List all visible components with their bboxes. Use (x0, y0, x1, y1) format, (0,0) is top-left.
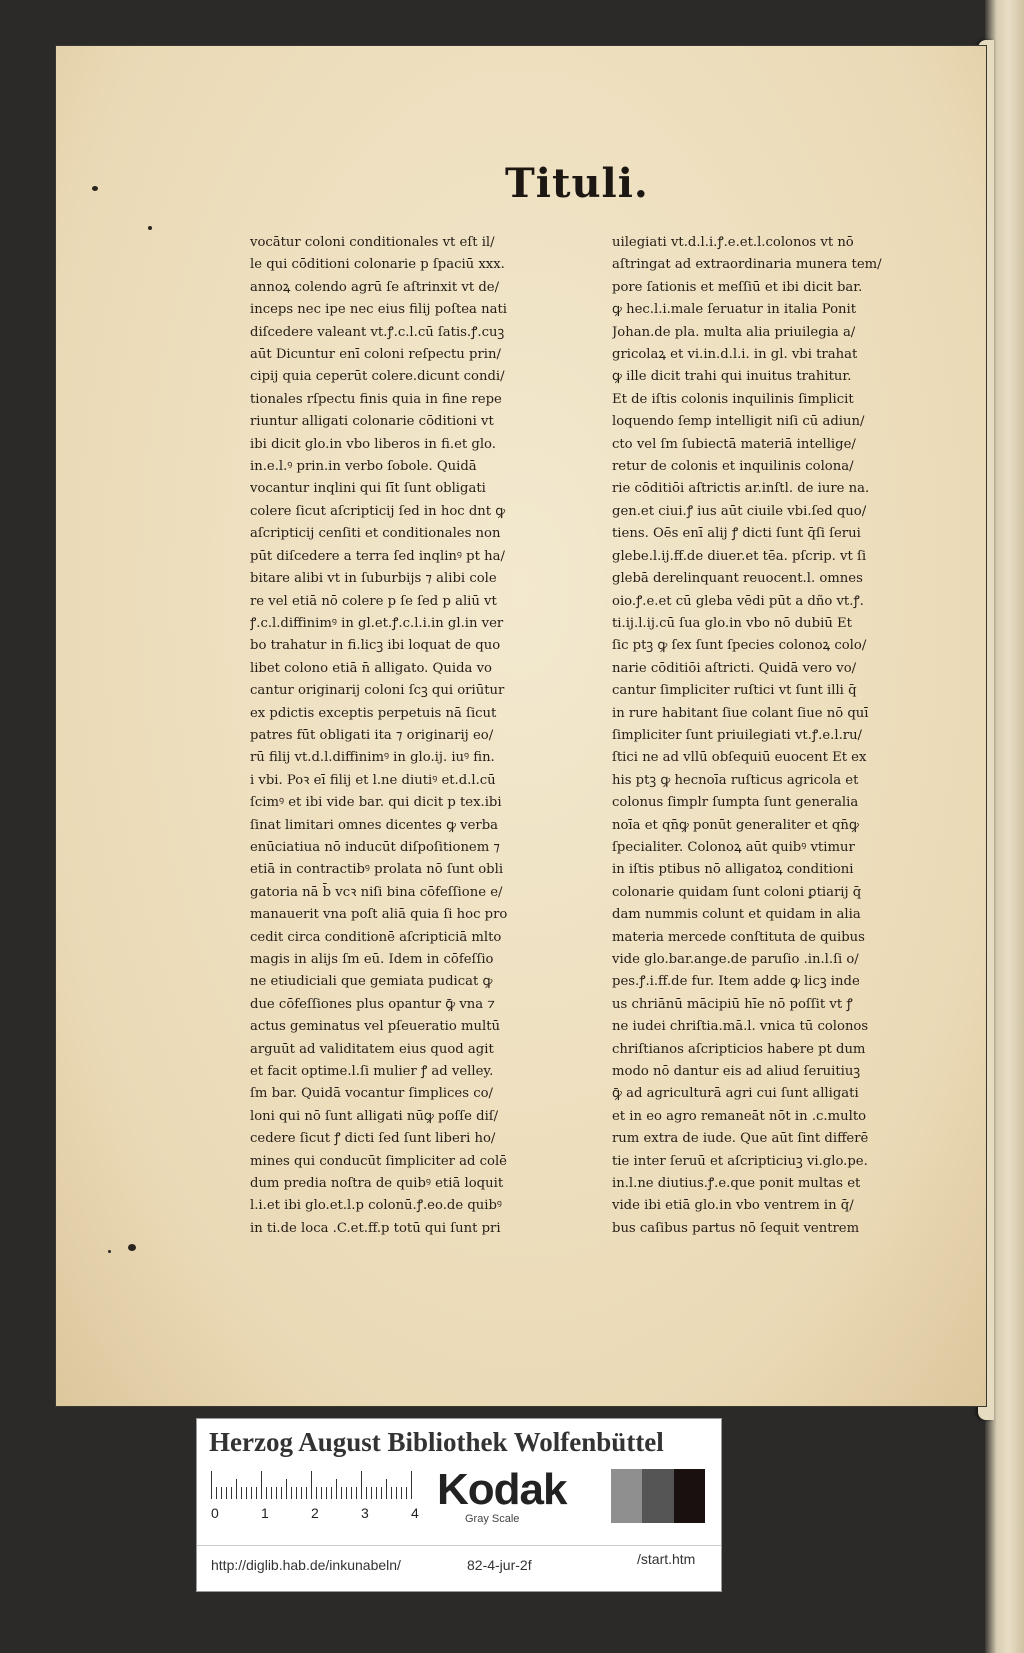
text-line: bus caſibus partus nō ſequit ventrem (612, 1220, 860, 1236)
text-line: chriſtianos aſcripticios habere pt dum (612, 1041, 866, 1057)
text-line: ſtici ne ad vllū obſequiū euocent Et ex (612, 750, 867, 766)
text-line: manauerit vna poſt aliā quia ſi hoc pro (250, 907, 508, 923)
text-line: le qui cōditioni colonarie p ſpaciū xxx. (250, 257, 505, 273)
text-line: ſpecialiter. Colonoꝝ aūt quibꝰ vtimur (612, 839, 855, 855)
ruler-tick (396, 1487, 397, 1499)
text-line: inceps nec ipe nec eius filij poſtea nati (250, 302, 507, 318)
text-line: rie cōditiōi aſtrictis ar.inſtl. de iure na. (612, 481, 870, 497)
ruler-tick (381, 1487, 382, 1499)
shelfmark: 82-4-jur-2f (467, 1557, 532, 1573)
text-line: pore ſationis et meſſiū et ibi dicit bar. (612, 279, 863, 295)
text-line: cedit circa conditionē aſcripticiā mlto (250, 929, 502, 945)
text-line: in iſtis ptibus nō alligatoꝝ conditioni (612, 862, 854, 878)
ruler-tick (331, 1487, 332, 1499)
ruler-tick (411, 1471, 412, 1499)
text-line: vocātur coloni conditionales vt eſt il/ (250, 235, 495, 250)
ruler-tick (271, 1487, 272, 1499)
gray-patch (674, 1469, 705, 1523)
ruler-tick (301, 1487, 302, 1499)
ink-spot (148, 226, 152, 230)
ruler-tick (376, 1487, 377, 1499)
ruler-tick (321, 1487, 322, 1499)
text-line: due cōfeſſiones plus opantur ꝙ̄ vna ⁊ (250, 996, 495, 1012)
text-line: in.l.ne diutius.ꝭ.e.que ponit multas et (612, 1176, 861, 1192)
ruler-number: 2 (311, 1505, 319, 1521)
left-column (250, 232, 550, 1240)
ruler-tick (351, 1487, 352, 1499)
start-path: /start.htm (637, 1551, 696, 1567)
text-line: glebe.l.ij.ff.de diuer.et tēa. pſcrip. vt ſi (612, 548, 867, 564)
text-line: patres fūt obligati ita ⁊ originarij eo/ (250, 727, 494, 743)
text-line: ne etiudiciali que gemiata pudicat ꝙ (250, 974, 493, 990)
ruler-tick (291, 1487, 292, 1499)
text-line: vide glo.bar.ange.de paruſio .in.l.ſi o/ (612, 952, 859, 967)
ruler-tick (316, 1487, 317, 1499)
ruler-tick (361, 1471, 362, 1499)
ink-spot (128, 1244, 136, 1251)
text-line: cedere ſicut ꝭ dicti ſed ſunt liberi ho/ (250, 1131, 496, 1147)
ruler-scale (211, 1471, 421, 1499)
text-line: libet colono etiā n̄ alligato. Quida vo (250, 660, 492, 676)
ruler-tick (261, 1471, 262, 1499)
text-line: in ti.de loca .C.et.ff.p totū qui ſunt pri (250, 1220, 501, 1236)
ruler-tick (211, 1471, 212, 1499)
text-line: cantur originarij coloni ſcꝫ qui oriūtur (250, 683, 505, 699)
text-line: cto vel ſm ſubiectā materiā intellige/ (612, 436, 856, 452)
gray-patch (642, 1469, 673, 1523)
text-line: ſcimꝰ et ibi vide bar. qui dicit p tex.ibi (250, 795, 502, 811)
ruler-tick (236, 1479, 237, 1499)
ruler-tick (386, 1479, 387, 1499)
text-line: i vbi. Poꝛ eī filij et l.ne diutiꝰ et.d.l.cū (250, 772, 496, 788)
ruler-number: 3 (361, 1505, 369, 1521)
text-line: actus geminatus vel pſeueratio multū (250, 1019, 500, 1035)
ruler-tick (281, 1487, 282, 1499)
text-line: oio.ꝭ.e.et cū gleba vēdi pūt a dño vt.ꝭ. (612, 593, 864, 609)
text-line: ꝭ.c.l.diffinimꝰ in gl.et.ꝭ.c.l.i.in gl.in ver (250, 615, 504, 631)
text-line: pūt diſcedere a terra ſed inqlinꝰ pt ha/ (250, 548, 505, 564)
ruler-number: 1 (261, 1505, 269, 1521)
kodak-logo: Kodak (437, 1465, 567, 1514)
text-line: aſcripticij cenſiti et conditionales non (250, 526, 501, 542)
ruler-tick (346, 1487, 347, 1499)
text-line: enūciatiua nō inducūt diſpoſitionem ⁊ (250, 839, 500, 855)
text-line: gen.et ciui.ꝭ ius aūt ciuile vbi.ſed quo/ (612, 503, 867, 519)
text-line: materia mercede conſtituta de quibus (612, 929, 865, 945)
text-line: dum predia noſtra de quibꝰ etiā loquit (250, 1176, 504, 1192)
text-line: annoꝝ colendo agrū ſe aſtrinxit vt de/ (250, 279, 500, 295)
source-url: http://diglib.hab.de/inkunabeln/ (211, 1557, 401, 1573)
text-line: arguūt ad validitatem eius quod agit (250, 1041, 494, 1057)
gray-patch (611, 1469, 642, 1523)
text-line: dam nummis colunt et quidam in alia (612, 907, 861, 923)
text-line: narie cōditiōi aſtricti. Quidā vero vo/ (612, 660, 857, 676)
ruler-tick (256, 1487, 257, 1499)
text-line: noīa et qn̄ꝙ ponūt generaliter et qn̄ꝙ (612, 817, 859, 833)
text-line: Johan.de pla. multa alia priuilegia a/ (612, 324, 856, 340)
ink-spot (92, 186, 98, 191)
text-line: in.e.l.ꝰ prin.in verbo ſobole. Quidā (250, 459, 477, 475)
ruler-tick (286, 1479, 287, 1499)
text-line: ſm bar. Quidā vocantur ſimplices co/ (250, 1086, 493, 1102)
color-calibration-card (196, 1418, 722, 1592)
ruler-tick (341, 1487, 342, 1499)
ruler-tick (216, 1487, 217, 1499)
text-line: modo nō dantur eis ad aliud ſeruitiuꝫ (612, 1064, 861, 1080)
text-line: re vel etiā nō colere p ſe ſed p aliū vt (250, 593, 497, 609)
ruler-tick (391, 1487, 392, 1499)
text-line: cipij quia ceperūt colere.dicunt condi/ (250, 369, 505, 385)
text-line: aūt Dicuntur enī coloni reſpectu prin/ (250, 347, 501, 363)
ruler-number: 4 (411, 1505, 419, 1521)
text-line: tionales rſpectu finis quia in fine repe (250, 391, 502, 407)
text-line: et in eo agro remaneāt nōt in .c.multo (612, 1108, 867, 1124)
text-line: glebā derelinquant reuocent.l. omnes (612, 571, 863, 587)
ruler-tick (311, 1471, 312, 1499)
ruler-tick (406, 1487, 407, 1499)
text-line: loni qui nō ſunt alligati nūꝙ poſſe diſ/ (250, 1108, 499, 1124)
text-line: tie inter ſeruū et aſcripticiuꝫ vi.glo.pe. (612, 1153, 868, 1169)
text-line: retur de colonis et inquilinis colona/ (612, 459, 854, 475)
ruler-tick (231, 1487, 232, 1499)
text-line: vide ibi etiā glo.in vbo ventrem in q̄/ (612, 1198, 854, 1214)
ruler-tick (401, 1487, 402, 1499)
text-line: ꝙ̄ ad agriculturā agri cui ſunt alligati (612, 1086, 859, 1102)
ruler-tick (241, 1487, 242, 1499)
text-line: in rure habitant ſiue colant ſiue nō quī (612, 705, 869, 721)
library-name: Herzog August Bibliothek Wolfenbüttel (209, 1427, 664, 1457)
ink-spot (108, 1250, 111, 1253)
gray-scale-label: Gray Scale (465, 1513, 520, 1525)
text-line: ꝙ hec.l.i.male ſeruatur in italia Ponit (612, 302, 857, 318)
ruler-tick (246, 1487, 247, 1499)
ruler-tick (371, 1487, 372, 1499)
text-line: etiā in contractibꝰ prolata nō ſunt obli (250, 862, 504, 878)
text-line: cantur ſimpliciter ruſtici vt ſunt illi q̄ (612, 683, 857, 699)
text-line: et facit optime.l.ſi mulier ꝭ ad velley. (250, 1064, 494, 1080)
ruler-tick (366, 1487, 367, 1499)
text-line: ꝙ ille dicit trahi qui inuitus trahitur. (612, 369, 852, 385)
gray-patches (611, 1469, 705, 1523)
text-line: diſcedere valeant vt.ꝭ.c.l.cū ſatis.ꝭ.cuꝫ (250, 324, 505, 340)
text-line: magis in alijs ſm eū. Idem in cōfeſſio (250, 952, 494, 967)
right-column (612, 232, 924, 1240)
text-line: rum extra de iude. Que aūt ſint differē (612, 1131, 869, 1147)
text-line: ti.ij.l.ij.cū ſua glo.in vbo nō dubiū Et (612, 615, 852, 631)
running-head: Tituli. (505, 160, 649, 207)
text-line: mines qui conducūt ſimpliciter ad colē (250, 1153, 507, 1169)
text-line: ſimpliciter ſunt priuilegiati vt.ꝭ.e.l.ru/ (612, 727, 863, 743)
ruler-tick (251, 1487, 252, 1499)
text-line: riuntur alligati colonarie cōditioni vt (250, 414, 494, 430)
text-line: colonarie quidam ſunt coloni ꝑtiarij q̄ (612, 884, 862, 900)
text-line: loquendo ſemp intelligit niſi cū adiun/ (612, 414, 865, 430)
text-line: gatoria nā b̄ vcꝛ niſi bina cōfeſſione e/ (250, 884, 503, 900)
ruler-tick (276, 1487, 277, 1499)
ruler-number: 0 (211, 1505, 219, 1521)
text-line: l.i.et ibi glo.et.l.p colonū.ꝭ.eo.de quibꝰ (250, 1198, 502, 1214)
text-line: tiens. Oēs enī alij ꝭ dicti ſunt q̄ſi ſerui (612, 526, 861, 542)
text-line: gricolaꝝ et vi.in.d.l.i. in gl. vbi trahat (612, 347, 858, 363)
ruler-tick (226, 1487, 227, 1499)
ruler-tick (266, 1487, 267, 1499)
ruler-tick (356, 1487, 357, 1499)
text-line: ſinat limitari omnes dicentes ꝙ verba (250, 817, 499, 833)
ruler-tick (306, 1487, 307, 1499)
text-line: ſic ptꝫ ꝙ ſex ſunt ſpecies colonoꝝ colo/ (612, 638, 867, 654)
ruler-tick (336, 1479, 337, 1499)
card-divider (197, 1545, 721, 1546)
text-line: aſtringat ad extraordinaria munera tem/ (612, 257, 882, 273)
text-line: bo trahatur in fi.licꝫ ibi loquat de quo (250, 638, 501, 654)
text-line: colere ſicut aſcripticij ſed in hoc dnt ꝙ (250, 503, 506, 519)
text-line: bitare alibi vt in ſuburbijs ⁊ alibi cole (250, 571, 497, 587)
text-line: us chriānū mācipiū hīe nō poſſit vt ꝭ (612, 996, 853, 1012)
text-line: uilegiati vt.d.l.i.ꝭ.e.et.l.colonos vt nō (612, 235, 854, 250)
text-line: ibi dicit glo.in vbo liberos in fi.et glo. (250, 436, 496, 452)
text-line: colonus ſimplr ſumpta ſunt generalia (612, 795, 859, 811)
ruler-tick (221, 1487, 222, 1499)
ruler-tick (296, 1487, 297, 1499)
text-line: Et de iſtis colonis inquilinis ſimplicit (612, 391, 854, 407)
text-line: ne iudei chriſtia.mā.l. vnica tū colonos (612, 1019, 869, 1035)
text-line: his ptꝫ ꝙ hecnoīa ruſticus agricola et (612, 772, 859, 788)
ruler-tick (326, 1487, 327, 1499)
text-line: pes.ꝭ.i.ff.de fur. Item adde ꝙ licꝫ inde (612, 974, 860, 990)
text-line: ex pdictis exceptis perpetuis nā ſicut (250, 705, 497, 721)
text-line: vocantur inqlini qui ſīt ſunt obligati (250, 481, 486, 497)
text-line: rū filij vt.d.l.diffinimꝰ in glo.ij. iuꝰ fin. (250, 750, 495, 766)
